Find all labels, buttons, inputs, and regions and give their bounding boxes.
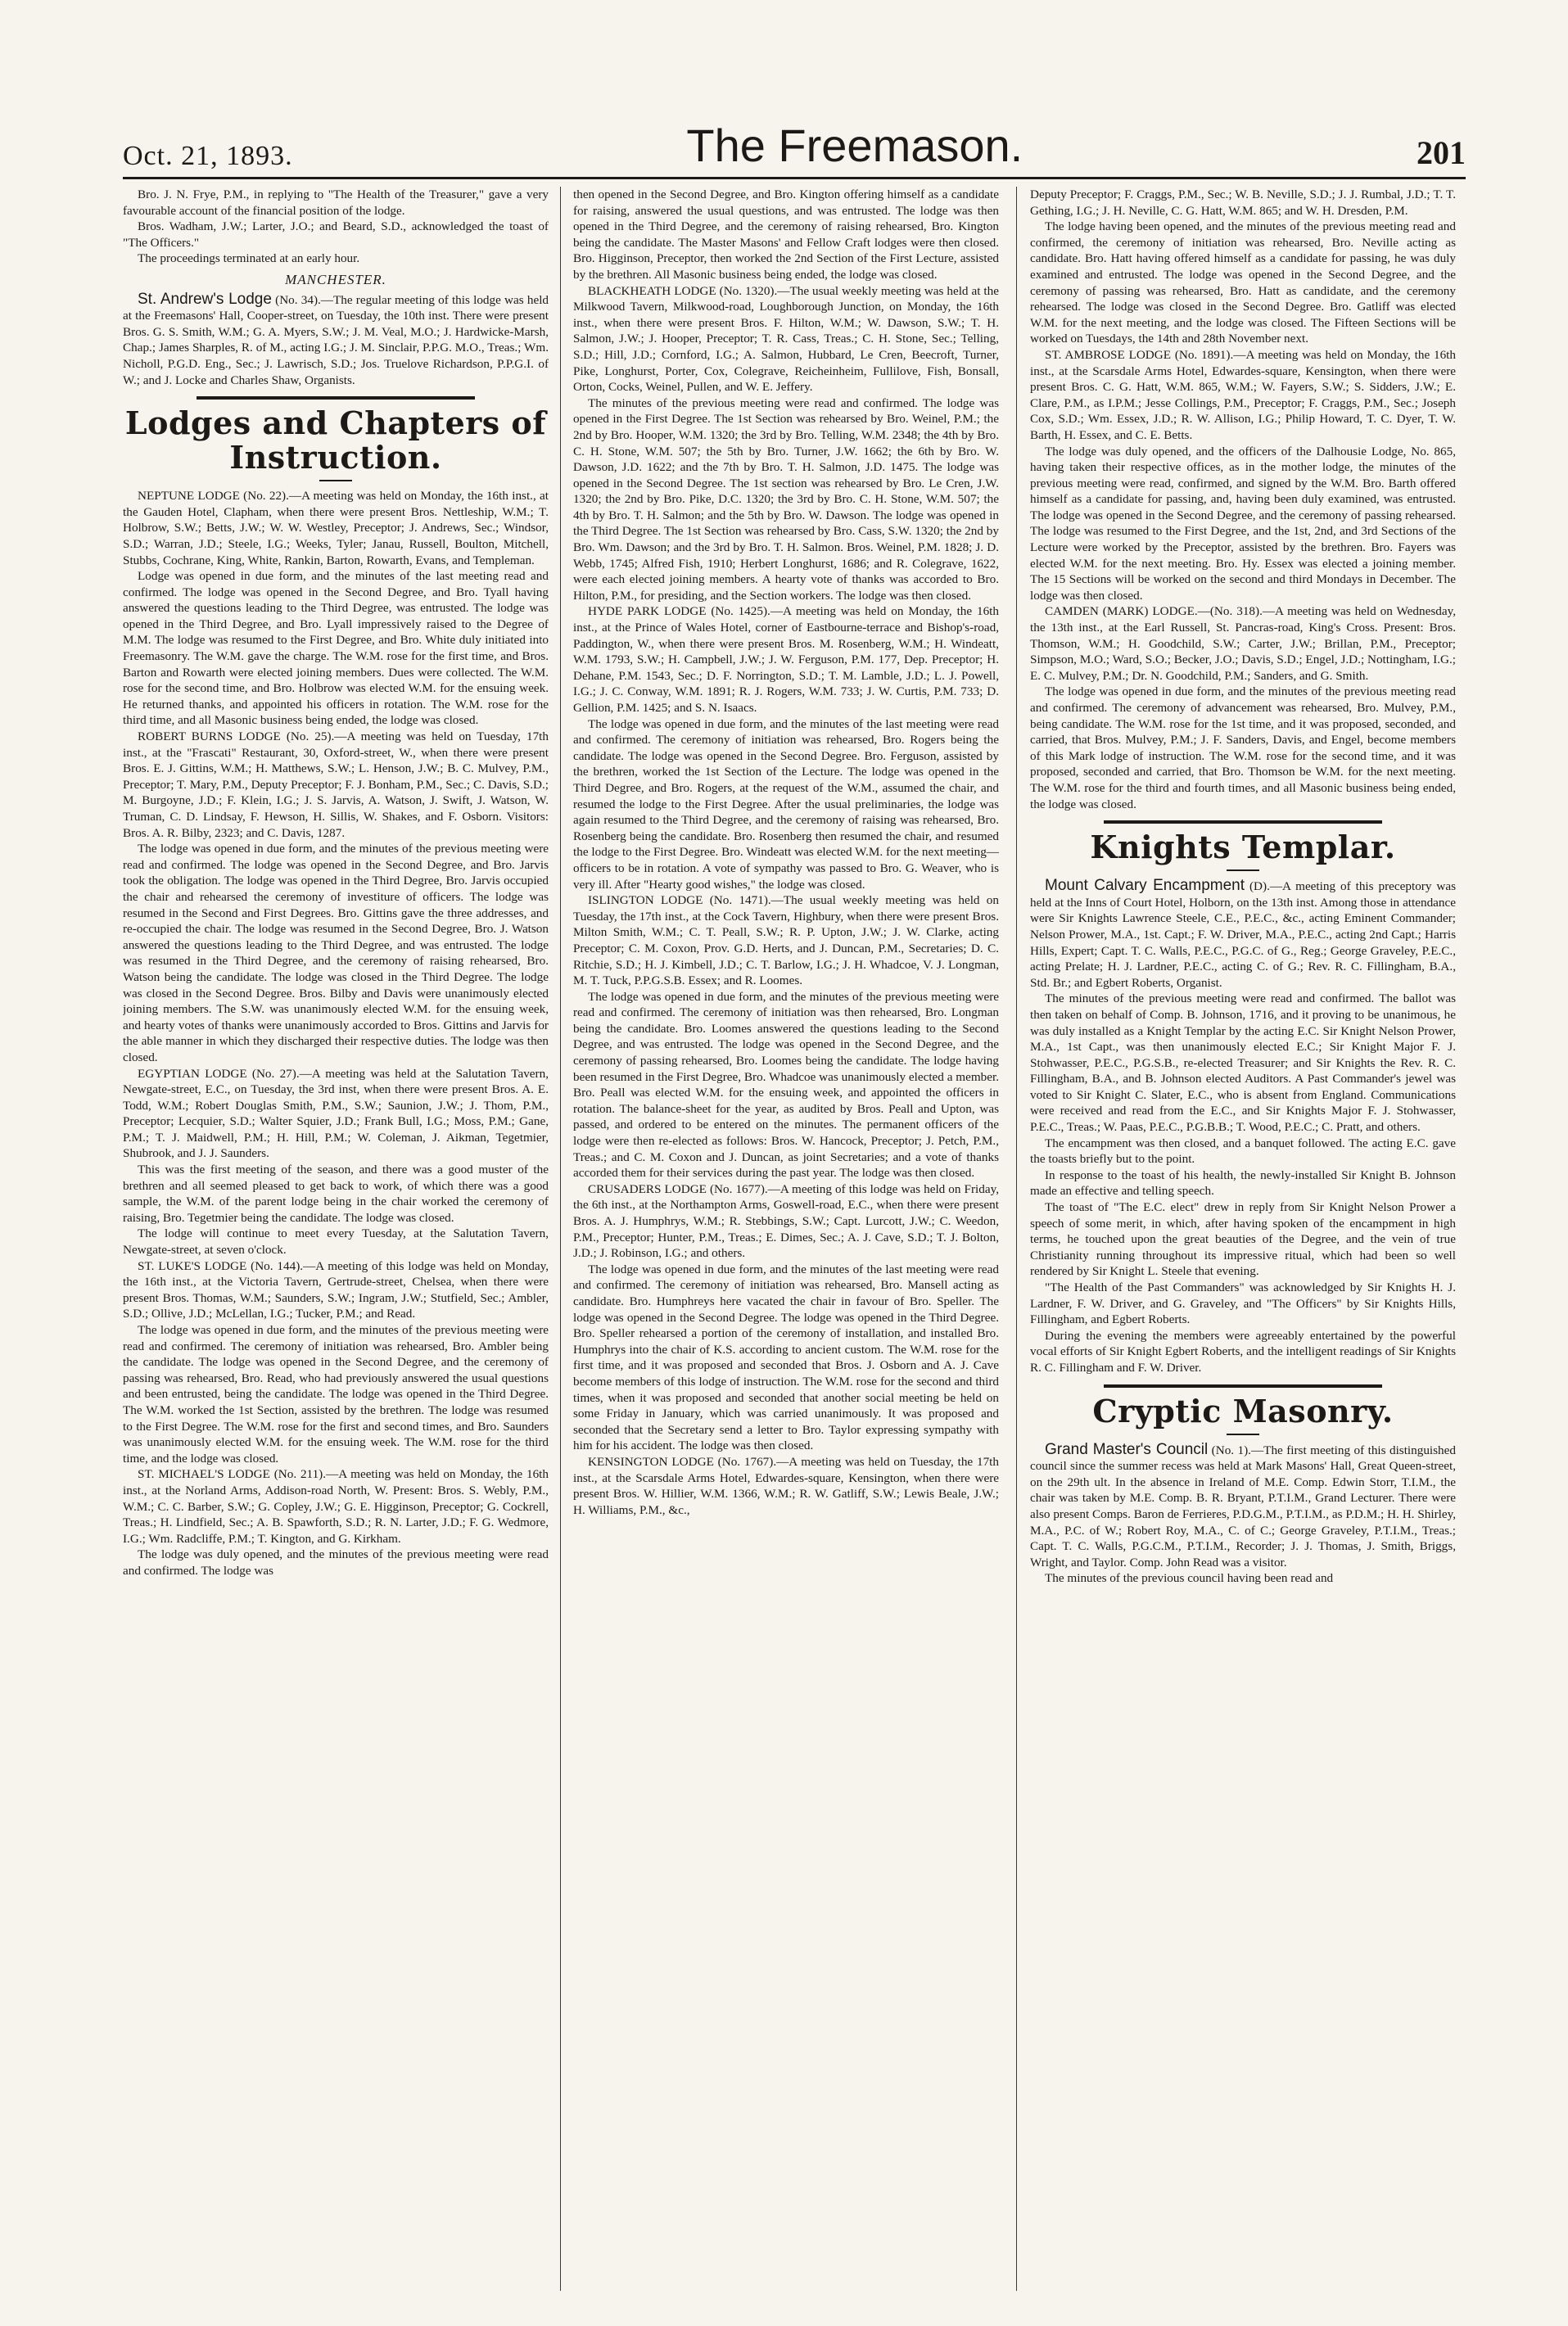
report-camden-mark-lodge: CAMDEN (MARK) LODGE.—(No. 318).—A meeting was held on Wednesday, the 13th inst., at the Earl Russell, St. Pancras-road, King's Cross. Present: Bros. Thomson, W.M.; H. Goodchild, S.W.; Carter, J.W.; Brillan, P.M., Preceptor; Simpson, M.O.; Ward, S.O.; Becker, J.O.; Davis, S.D.; Engel, J.D.; Nottingham, I.G.; E. C. Mulvey, P.M.; Dr. N. Goodchild, P.M.; Sanders, and G. Smith. (1030, 604, 1456, 683)
place-heading: MANCHESTER. (285, 271, 386, 287)
paragraph: then opened in the Second Degree, and Bro. Kington offering himself as a candidate for raising, answered the usual questions, and was entrusted. The lodge was then opened in the Third Degree, and the ceremony of raising rehearsed, Bro. Kington being the candidate. The Master Masons' and Fellow Craft lodges were then closed. Bro. Higginson, Preceptor, then worked the 2nd Section of the First Lecture, assisted by the brethren. All Masonic business being ended, the lodge was closed. (573, 187, 999, 282)
paragraph: The lodge was opened in due form, and the minutes of the last meeting were read and confirmed. The ceremony of initiation was rehearsed, Bro. Mansell acting as candidate. Bro. Humphreys here vacated the chair in favour of Bro. Speller. The lodge was opened in the Second Degree. The lodge was opened in the Third Degree. Bro. Speller rehearsed a portion of the ceremony of installation, and installed Bro. Humphrys into the chair of K.S. according to ancient custom. The W.M. rose for the first time, and it was proposed and seconded that Bros. J. Osborn and A. J. Cave become members of this lodge of instruction. The W.M. rose for the second and third times, when it was proposed and seconded that another social meeting be held on some Friday in January, which was carried unanimously. It was proposed and seconded that the Secretary send a letter to Bro. Taylor expressing sympathy with him for his accident. The lodge was then closed. (573, 1262, 999, 1453)
council-name: Grand Master's Council (1045, 1440, 1209, 1458)
paragraph: The minutes of the previous council having been read and (1045, 1571, 1334, 1586)
short-rule (1227, 1434, 1259, 1435)
column-1 (123, 187, 549, 2291)
paragraph: The lodge was duly opened, and the officers of the Dalhousie Lodge, No. 865, having taken their respective offices, as in the mother lodge, the minutes of the previous meeting were read, confirmed, and signed by the W.M. Bro. Barth offered himself as a candidate for passing, and, having been duly examined, was entrusted. The lodge was opened in the Second Degree, and the ceremony of passing rehearsed. The lodge was resumed to the First Degree, and the 1st, 2nd, and 3rd Sections of the Lecture were worked by the Preceptor, assisted by the brethren. Bro. Fayers was elected W.M. for the next meeting. Bro. Hy. Essex was elected a joining member. The 15 Sections will be worked on the second and third Mondays in December. The lodge was then closed. (1030, 444, 1456, 603)
paragraph: The lodge was opened in due form, and the minutes of the previous meeting were read and confirmed. The ceremony of initiation was rehearsed, Bro. Ambler being the candidate. The lodge was opened in the Second Degree, and the ceremony of passing was rehearsed, Bro. Read, who had previously answered the usual questions and been entrusted, being the candidate. The lodge was opened in the Third Degree. The W.M. worked the 1st Section, assisted by the brethren. The lodge was resumed to the First Degree. The W.M. rose for the first and second times, and Bro. Saunders was unanimously elected W.M. for the ensuing week. The W.M. rose for the third time, and the lodge was closed. (123, 1323, 549, 1466)
column-2 (573, 187, 999, 2291)
paragraph: The lodge was opened in due form, and the minutes of the previous meeting read and confirmed. The ceremony of advancement was rehearsed, Bro. Mulvey, P.M., being candidate. The W.M. rose for the 1st time, and it was proposed, seconded, and carried, that Bros. Mulvey, P.M.; J. F. Sanders, Davis, and Engel, become members of this Mark lodge of instruction. The W.M. rose for the second time, and it was proposed, seconded and carried, that Bro. Thomson be W.M. for the next meeting. The W.M. rose for the third and fourth times, and all Masonic business being ended, the lodge was closed. (1030, 684, 1456, 811)
paragraph: The toast of "The E.C. elect" drew in reply from Sir Knight Nelson Prower a speech of some merit, in which, after having spoken of the encampment in high terms, he touched upon the great beauties of the Degree, and the vein of true Christianity running throughout its impressive ritual, which had been so well rendered by Sir Knight L. Steele that evening. (1030, 1200, 1456, 1279)
report-body: (D).—A meeting of this preceptory was held at the Inns of Court Hotel, Holborn, on the 13th inst. Among those in attendance were Sir Knights Lawrence Steele, C.E., P.E.C., &c., acting Eminent Commander; Nelson Prower, M.A., 1st. Capt.; F. W. Driver, M.A., P.E.C., acting 2nd Capt.; Harris Hills, Expert; Capt. T. C. Walls, P.E.C., P.G.C. of G., Reg.; George Graveley, P.E.C., acting Prelate; H. J. Lardner, P.E.C., acting C. of G.; Rev. R. C. Fillingham, B.A., Std. Br.; and Egbert Roberts, Organist. (1030, 879, 1456, 990)
report-blackheath-lodge: BLACKHEATH LODGE (No. 1320).—The usual weekly meeting was held at the Milkwood Tavern, Milkwood-road, Loughborough Junction, on Monday, the 16th inst., when there were present Bros. F. Hilton, W.M.; W. Dawson, S.W.; T. H. Salmon, J.W.; J. Hooper, Preceptor; T. R. Cass, Treas.; C. H. Stone, Sec.; Telling, S.D.; Hill, J.D.; Cornford, I.G.; A. Salmon, Hubbard, Le Cren, Beecroft, Turner, Pike, Longhurst, Porter, Cox, Colegrave, Reicheinheim, Fullilove, Fish, Bonsall, Orton, Cocks, Weinel, Pullen, and W. E. Jeffery. (573, 283, 999, 395)
section-heading-lodges-chapters-instruction: Lodges and Chapters of Instruction. (124, 404, 547, 476)
paragraph: This was the first meeting of the season, and there was a good muster of the brethren and all seemed pleased to get back to work, of which there was a good sample, the W.M. of the parent lodge being in the chair worked the ceremony of raising, Bro. Tegetmier being the candidate. The lodge was closed. (123, 1163, 549, 1225)
paragraph: The minutes of the previous meeting were read and confirmed. The ballot was then taken on behalf of Comp. B. Johnson, 1716, and it proving to be unanimous, he was duly installed as a Knight Templar by the acting E.C. Sir Knight Nelson Prower, M.A., 1st Capt., was then unanimously elected E.C.; Sir Knight Major F. J. Stohwasser, P.E.C., P.G.S.B., re-elected Treasurer; and Sir Knights the Rev. R. C. Fillingham, B.A., and B. Johnson elected Auditors. A Past Commander's jewel was voted to Sir Knight C. Slater, E.C., who is absent from England. Communications were received and read from the E.C., and Sir Knights Major F. J. Stohwasser, P.E.C., Treas.; W. Paas, P.E.C., P.G.B.B.; T. Wood, P.E.C.; C. Pratt, and others. (1030, 991, 1456, 1135)
report-st-andrews-lodge (123, 291, 549, 389)
paragraph: The lodge was duly opened, and the minutes of the previous meeting were read and confirmed. The lodge was (123, 1547, 549, 1578)
paragraph: The lodge will continue to meet every Tuesday, at the Salutation Tavern, Newgate-street, at seven o'clock. (123, 1226, 549, 1258)
section-rule (1104, 1384, 1382, 1388)
paragraph: Bro. J. N. Frye, P.M., in replying to "The Health of the Treasurer," gave a very favourable account of the financial position of the lodge. (123, 187, 549, 218)
paragraph: The minutes of the previous meeting were read and confirmed. The lodge was opened in the First Degree. The 1st Section was rehearsed by Bro. Weinel, P.M.; the 2nd by Bro. Hooper, W.M. 1320; the 3rd by Bro. Telling, W.M. 2348; the 4th by Bro. C. H. Stone, W.M. 507; the 5th by Bro. Turner, J.W. 1662; the 6th by Bro. W. Dawson, J.D. 1622; and the 7th by Bro. T. H. Salmon, J.D. 1475. The lodge was opened in the Second Degree. The 1st section was rehearsed by Bro. Le Cren, J.W. 1320; the 2nd by Bro. Pike, D.C. 1320; the 3rd by Bro. C. H. Stone, W.M. 507; the 4th by Bro. T. H. Salmon; and the 5th by Bro. W. Dawson. The lodge was opened in the Third Degree. The 1st Section was rehearsed by Bro. Cass, S.W. 1320; the 2nd by Bro. Wm. Dawson; and the 3rd by Bro. T. H. Salmon. Bros. Weinel, P.M. 1828; J. D. Webb, 1745; Alfred Fish, 1910; Herbert Longhurst, 1686; and R. Colegrave, 1622, were each elected joining members. A hearty vote of thanks was accorded to Bro. Hilton, P.M., for presiding, and the Section workers. The lodge was then closed. (573, 395, 999, 603)
report-kensington-lodge: KENSINGTON LODGE (No. 1767).—A meeting was held on Tuesday, the 17th inst., at the Scarsdale Arms Hotel, Edwardes-square, Kensington, when there were present Bros. W. Hillier, W.M. 1366, W.M.; R. W. Gatliff, S.W.; Lewis Beale, J.W.; H. Williams, P.M., &c., (573, 1454, 999, 1517)
page-number: 201 (1417, 134, 1466, 171)
encampment-name: Mount Calvary Encampment (1045, 877, 1245, 895)
report-egyptian-lodge: EGYPTIAN LODGE (No. 27).—A meeting was held at the Salutation Tavern, Newgate-street, E.C., on Tuesday, the 3rd inst, when there were present Bros. A. E. Todd, W.M.; Robert Douglas Smith, P.M., S.W.; Saunion, J.W.; J. Thom, P.M., Preceptor; Lecquier, S.D.; Walter Squier, J.D.; Frank Bull, I.G.; Moss, P.M.; Gane, P.M.; T. J. Maidwell, P.M.; H. Hill, P.M.; W. Coleman, J. Aikman, Tegetmier, Shubrook, and J. J. Saunders. (123, 1066, 549, 1161)
paragraph: "The Health of the Past Commanders" was acknowledged by Sir Knights H. J. Lardner, F. W. Driver, and G. Graveley, and "The Officers" by Sir Knights Hills, Fillingham, and Egbert Roberts. (1030, 1280, 1456, 1327)
report-hyde-park-lodge: HYDE PARK LODGE (No. 1425).—A meeting was held on Monday, the 16th inst., at the Prince of Wales Hotel, corner of Eastbourne-terrace and Bishop's-road, Paddington, W., when there were present Bros. M. Rosenberg, W.M.; H. Windeatt, W.M. 1793, S.W.; H. Campbell, J.W.; J. W. Ferguson, P.M. 177, Dep. Preceptor; H. Dehane, P.M. 1543, Sec.; D. F. Norrington, S.D.; T. M. Lamble, J.D.; L. J. Powell, I.G.; J. C. Conway, W.M. 1891; R. J. Rogers, W.M. 733; J. W. Curtis, P.M. 733; D. Gellion, P.M. 1425; and S. N. Isaacs. (573, 604, 999, 715)
report-crusaders-lodge: CRUSADERS LODGE (No. 1677).—A meeting of this lodge was held on Friday, the 6th inst., at the Northampton Arms, Goswell-road, E.C., when there were present Bros. A. J. Humphrys, W.M.; R. Stebbings, S.W.; Capt. Lurcott, J.W.; C. Weedon, P.M., Preceptor; Hunter, P.M., Treas.; E. Dimes, Sec.; A. J. Cave, S.D.; T. J. Bolton, J.D.; J. Robinson, I.G.; and others. (573, 1181, 999, 1261)
paragraph: Bros. Wadham, J.W.; Larter, J.O.; and Beard, S.D., acknowledged the toast of "The Officers." (123, 219, 549, 250)
paragraph: In response to the toast of his health, the newly-installed Sir Knight B. Johnson made an effective and telling speech. (1030, 1168, 1456, 1199)
paragraph: The lodge having been opened, and the minutes of the previous meeting read and confirmed, the ceremony of initiation was rehearsed, Bro. Neville acting as candidate. Bro. Hatt having offered himself as a candidate for passing, he was duly examined and entrusted. The lodge was opened in the Second Degree, and the ceremony of passing was rehearsed, Bro. Hatt as candidate, and the ceremony rehearsed. The lodge was closed in the Second Degree. Bro. Gatliff was elected W.M. for the next meeting, and the lodge was closed. The Fifteen Sections will be worked on Tuesdays, the 14th and 28th November next. (1030, 219, 1456, 346)
column-3 (1030, 187, 1456, 2291)
report-mount-calvary-encampment (1030, 878, 1456, 991)
masthead (123, 120, 1466, 179)
publication-title: The Freemason. (686, 120, 1023, 171)
paragraph: The lodge was opened in due form, and the minutes of the previous meeting were read and confirmed. The ceremony of initiation was then rehearsed, Bro. Longman being the candidate. Bro. Loomes answered the questions leading to the Second Degree, and was entrusted. The lodge was opened in the Second Degree, and the ceremony of passing rehearsed, Bro. Loomes being the candidate. The lodge having been resumed in the First Degree, Bro. Whadcoe was unanimously elected a member. Bro. Peall was elected W.M. for the ensuing week, and appointed the officers in rotation. The balance-sheet for the year, as audited by Bros. Peall and Upton, was passed, and ordered to be entered on the minutes. The permanent officers of the lodge were then re-elected as follows: Bros. W. Hancock, Preceptor; J. Petch, P.M., Treas.; and C. M. Coxon and J. Duncan, as joint Secretaries; and a vote of thanks accorded them for their services during the past year. The lodge was then closed. (573, 989, 999, 1181)
paragraph: Lodge was opened in due form, and the minutes of the last meeting read and confirmed. The lodge was opened in the Second Degree, and Bro. Tyall having answered the questions leading to the Third Degree, was entrusted. The lodge was opened in the Third Degree, and Bro. Lyall impressively raised to the Degree of M.M. The lodge was resumed to the First Degree, and Bro. White duly initiated into Freemasonry. The W.M. gave the charge. The W.M. rose for the first time, and Bros. Barton and Rowarth were elected joining members. Dues were collected. The W.M. rose for the second time, and Bro. Holbrow was elected W.M. for the ensuing week. He returned thanks, and appointed his officers in rotation. The W.M. rose for the third time, and all Masonic business being ended, the lodge was closed. (123, 569, 549, 728)
paragraph: The encampment was then closed, and a banquet followed. The acting E.C. gave the toasts briefly but to the point. (1030, 1136, 1456, 1167)
report-st-lukes-lodge: ST. LUKE'S LODGE (No. 144).—A meeting of this lodge was held on Monday, the 16th inst., at the Victoria Tavern, Gertrude-street, Chelsea, when there were present Bros. Thomas, W.M.; Saunders, S.W.; Ingram, J.W.; Stutfield, Sec.; Ambler, S.D.; Ollive, J.D.; McLellan, I.G.; Tucker, P.M.; and Read. (123, 1258, 549, 1321)
column-rule-left (560, 187, 561, 2291)
report-neptune-lodge: NEPTUNE LODGE (No. 22).—A meeting was held on Monday, the 16th inst., at the Gauden Hotel, Clapham, when there were present Bros. Nettleship, W.M.; T. Holbrow, S.W.; Betts, J.W.; W. W. Westley, Preceptor; J. Andrews, Sec.; Windsor, S.D.; Warran, J.D.; Steele, I.G.; Weeks, Tyler; Janau, Russell, Boulton, Mitchell, Stubbs, Cochrane, King, White, Rankin, Barton, Rowarth, Evans, and Templeman. (123, 489, 549, 567)
short-rule (1227, 869, 1259, 871)
section-rule (1104, 820, 1382, 824)
report-body: (No. 34).—The regular meeting of this lodge was held at the Freemasons' Hall, Cooper-street, on Tuesday, the 10th inst. There were present Bros. G. S. Smith, W.M.; G. A. Myers, S.W.; J. M. Veal, M.O.; J. Hardwicke-Marsh, Chap.; James Sharples, R. of M., acting I.G.; J. M. Sinclair, P.P.G. M.O., Treas.; Wm. Nicholl, P.G.D. Eng., Sec.; J. Lawrisch, S.D.; Jos. Truelove Richardson, P.P.G.I. of W.; and J. Locke and Charles Shaw, Organists. (123, 292, 549, 387)
short-rule (319, 480, 352, 481)
section-heading-knights-templar: Knights Templar. (1090, 829, 1396, 866)
report-st-michaels-lodge: ST. MICHAEL'S LODGE (No. 211).—A meeting was held on Monday, the 16th inst., at the Norland Arms, Addison-road North, W. Present: Bros. S. Webly, P.M., W.M.; C. C. Barber, S.W.; G. Copley, J.W.; G. E. Higginson, Preceptor; G. Cockrell, Treas.; H. Lindfield, Sec.; A. B. Spawforth, S.D.; R. N. Larter, J.D.; F. G. Wedmore, I.G.; Wm. Radcliffe, P.M.; T. Kington, and G. Kirkham. (123, 1467, 549, 1546)
paragraph: The lodge was opened in due form, and the minutes of the last meeting were read and confirmed. The ceremony of initiation was rehearsed, Bro. Rogers being the candidate. The lodge was opened in the Second Degree. Bro. Ferguson, assisted by the brethren, worked the 1st Section of the Lecture. The lodge was opened in the Third Degree, and Bro. Rogers, at the request of the W.M., assumed the chair, and resumed the lodge to the First Degree. After the usual preliminaries, the lodge was again resumed to the Third Degree, and the ceremony of raising was rehearsed, Bro. Rosenberg being the candidate. Bro. Rosenberg then resumed the chair, and resumed the lodge to the First Degree. Bro. Windeatt was elected W.M. for the next meeting—officers to be in rotation. A vote of sympathy was passed to Bro. G. Weaver, who is very ill. After "Hearty good wishes," the lodge was closed. (573, 716, 999, 892)
report-grand-masters-council (1030, 1442, 1456, 1571)
report-islington-lodge: ISLINGTON LODGE (No. 1471).—The usual weekly meeting was held on Tuesday, the 17th inst., at the Cock Tavern, Highbury, when there were present Bros. Milton Smith, W.M.; C. T. Peall, S.W.; R. P. Upton, J.W.; J. W. Clarke, acting Preceptor; C. M. Coxon, Prov. G.D. Herts, and J. Duncan, P.M., Secretaries; D. C. Ritchie, S.D.; H. J. Kimbell, J.D.; C. T. Barlow, I.G.; J. H. Whadcoe, V. J. Longman, M. T. Tuck, P.P.G.S.B. Essex; and R. Loomes. (573, 893, 999, 988)
paragraph: During the evening the members were agreeably entertained by the powerful vocal efforts of Sir Knight Egbert Roberts, and the intelligent readings of Sir Knights R. C. Fillingham and F. W. Driver. (1030, 1328, 1456, 1375)
section-rule (197, 396, 475, 400)
issue-date: Oct. 21, 1893. (123, 141, 293, 171)
section-heading-cryptic-masonry: Cryptic Masonry. (1092, 1392, 1394, 1429)
column-rule-right (1016, 187, 1017, 2291)
paragraph: The proceedings terminated at an early hour. (138, 251, 360, 266)
paragraph: Deputy Preceptor; F. Craggs, P.M., Sec.; W. B. Neville, S.D.; J. J. Rumbal, J.D.; T. T. Gething, I.G.; J. H. Neville, C. G. Hatt, W.M. 865; and W. H. Dresden, P.M. (1030, 187, 1456, 218)
report-body: (No. 1).—The first meeting of this distinguished council since the summer recess was held at Mark Masons' Hall, Great Queen-street, on the 29th ult. In the absence in Ireland of M.E. Comp. Edwin Storr, T.I.M., the chair was taken by M.E. Comp. B. R. Bryant, P.T.I.M., Grand Lecturer. There were also present Comps. Baron de Ferrieres, P.D.G.M., P.T.I.M., as P.D.M.; H. H. Shirley, M.A., P.C. of W.; Robert Roy, M.A., C. of C.; George Graveley, P.T.I.M., Treas.; Capt. T. C. Walls, P.G.C.M., P.T.I.M., Recorder; J. J. Thomas, J. Smith, Briggs, Wright, and Taylor. Comp. John Read was a visitor. (1030, 1443, 1456, 1569)
lodge-name: St. Andrew's Lodge (138, 290, 272, 308)
report-robert-burns-lodge: ROBERT BURNS LODGE (No. 25).—A meeting was held on Tuesday, 17th inst., at the "Frascati" Restaurant, 30, Oxford-street, W., when there were present Bros. E. J. Gittins, W.M.; H. Matthews, S.W.; L. Henson, J.W.; B. C. Mulvey, P.M., Preceptor; T. Mary, P.M., Deputy Preceptor; F. J. Bonham, P.M., Sec.; C. Davis, S.D.; M. Burgoyne, J.D.; F. Klein, I.G.; J. S. Jarvis, A. Watson, J. Swift, J. Watson, W. Truman, C. D. Lindsay, F. Hewson, H. Sillis, W. Shakes, and F. Osborn. Visitors: Bros. A. R. Bilby, 2323; and C. Davis, 1287. (123, 729, 549, 840)
paragraph: The lodge was opened in due form, and the minutes of the previous meeting were read and confirmed. The lodge was opened in the Second Degree, and Bro. Jarvis took the obligation. The lodge was opened in the Third Degree, Bro. Jarvis occupied the chair and rehearsed the ceremony of investiture of officers. The lodge was resumed in the Second and First Degrees. Bro. Gittins gave the three addresses, and re-occupied the chair. The lodge was resumed in the Second Degree, Bro. J. Watson answered the questions leading to the Third Degree, and was entrusted. The lodge was resumed in the Third Degree, and the ceremony of raising rehearsed, Bro. Watson being the candidate. The lodge was closed in the Third Degree. The lodge was closed in the Second Degree. Bros. Bilby and Davis were unanimously elected joining members. The S.W. was unanimously elected W.M. for the ensuing week, and hearty votes of thanks were unanimously accorded to Bros. Gittins and Jarvis for the able manner in which they discharged their respective duties. The lodge was then closed. (123, 842, 549, 1064)
report-st-ambrose-lodge: ST. AMBROSE LODGE (No. 1891).—A meeting was held on Monday, the 16th inst., at the Scarsdale Arms Hotel, Edwardes-square, Kensington, when there were present Bros. C. G. Hatt, W.M. 865, W.M.; W. Fayers, S.W.; S. Sidders, J.W.; E. Clare, P.M., as I.P.M.; Jesse Collings, P.M., Preceptor; F. Craggs, P.M., Sec.; Joseph Cox, S.D.; Wm. Essex, J.D.; R. W. Allison, I.G.; Philip Howard, T. C. Dyer, T. W. Barth, H. Essex, and C. E. Betts. (1030, 347, 1456, 442)
